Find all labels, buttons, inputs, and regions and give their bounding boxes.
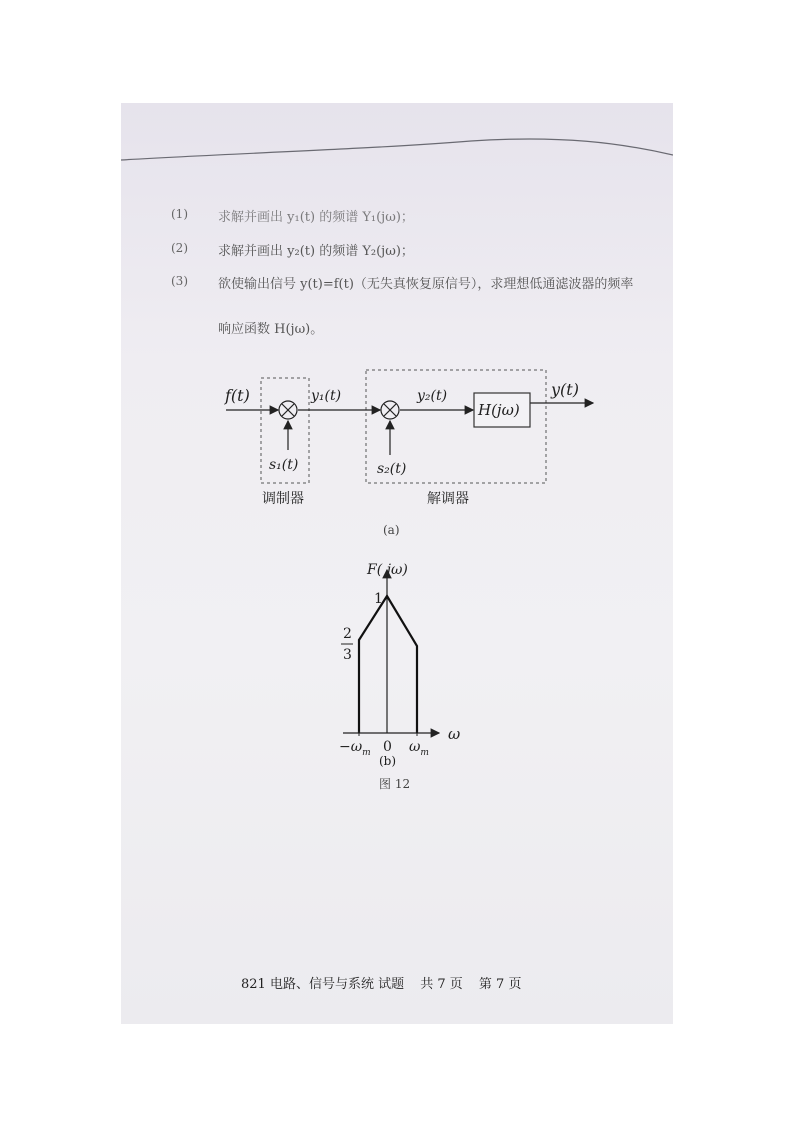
filter-label: H(jω) bbox=[478, 401, 520, 419]
s1-label: s₁(t) bbox=[269, 457, 299, 473]
footer-course-title: 821 电路、信号与系统 试题 bbox=[241, 977, 405, 992]
output-label: y(t) bbox=[551, 380, 579, 399]
pos-omega-m-label: $\omega_m$ bbox=[409, 739, 429, 758]
demodulator-label: 解调器 bbox=[427, 491, 469, 507]
fraction-numerator: 2 bbox=[343, 626, 352, 642]
question-number-3: (3) bbox=[171, 274, 188, 288]
diagram-b-caption: (b) bbox=[379, 754, 397, 768]
x-axis-label: ω bbox=[448, 725, 461, 743]
question-number-2: (2) bbox=[171, 241, 188, 255]
block-diagram-a bbox=[121, 353, 673, 523]
s2-label: s₂(t) bbox=[377, 461, 407, 477]
spectrum-curve bbox=[359, 596, 417, 733]
zero-label: 0 bbox=[383, 739, 392, 755]
footer-page-number: 第 7 页 bbox=[478, 977, 522, 992]
question-number-1: (1) bbox=[171, 207, 188, 221]
y-axis-label: F( jω) bbox=[367, 562, 408, 578]
y2-label: y₂(t) bbox=[417, 388, 448, 404]
y1-label: y₁(t) bbox=[311, 388, 342, 404]
multiplier-1-icon bbox=[279, 401, 297, 419]
question-3-text: 欲使输出信号 y(t)=f(t)（无失真恢复原信号），求理想低通滤波器的频率 bbox=[218, 277, 634, 292]
footer-total-pages: 共 7 页 bbox=[420, 977, 463, 992]
diagram-a-caption: (a) bbox=[383, 523, 400, 537]
question-3-continuation: 响应函数 H(jω)。 bbox=[218, 322, 324, 337]
multiplier-2-icon bbox=[381, 401, 399, 419]
page-fold-line bbox=[121, 103, 673, 173]
fraction-denominator: 3 bbox=[343, 647, 352, 663]
neg-omega-m-label: $-\omega_m$ bbox=[339, 739, 371, 758]
question-1-text: 求解并画出 y₁(t) 的频谱 Y₁(jω)； bbox=[218, 210, 414, 225]
peak-value-label: 1 bbox=[374, 591, 383, 607]
page-footer bbox=[241, 973, 533, 992]
exam-page bbox=[121, 103, 673, 1024]
figure-caption: 图 12 bbox=[379, 777, 411, 791]
spectrum-plot-b bbox=[121, 558, 673, 768]
question-2-text: 求解并画出 y₂(t) 的频谱 Y₂(jω)； bbox=[218, 244, 414, 259]
modulator-label: 调制器 bbox=[262, 491, 304, 507]
input-label: f(t) bbox=[225, 386, 250, 405]
